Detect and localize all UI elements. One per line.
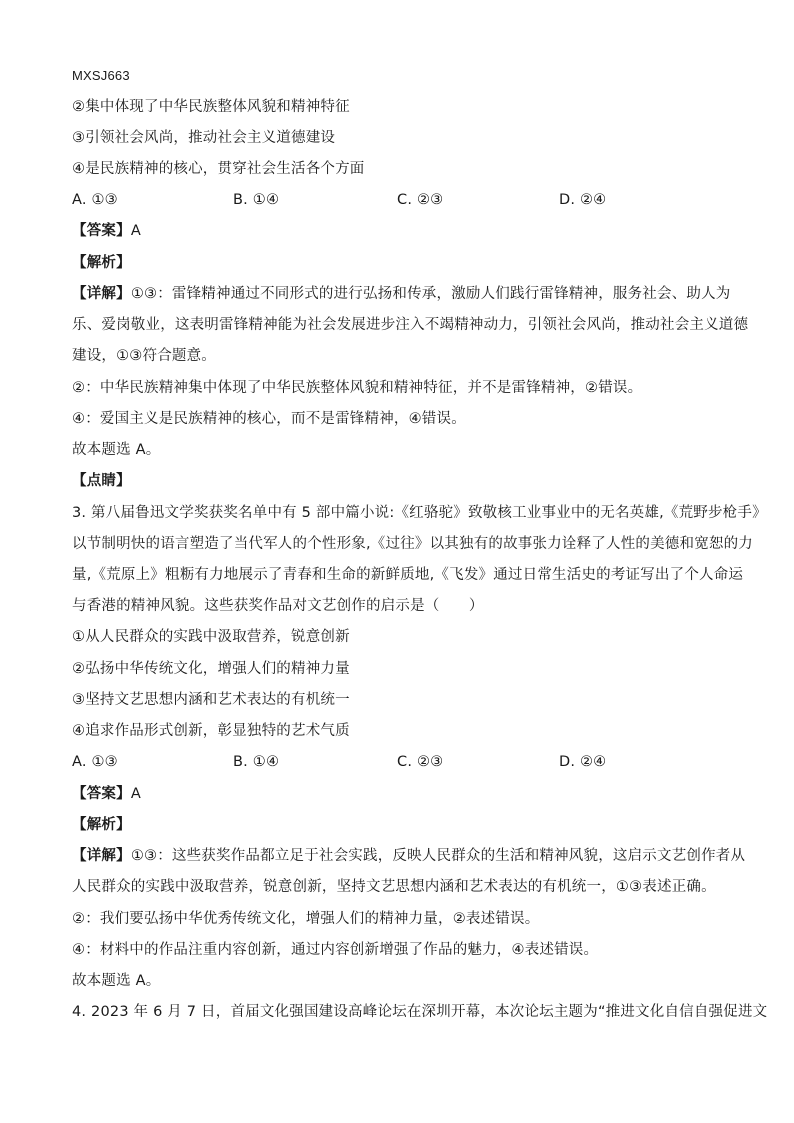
answer-value: A xyxy=(130,223,141,239)
choice-b: B. ①④ xyxy=(233,754,280,770)
q3-option-line: ③坚持文艺思想内涵和艺术表达的有机统一 xyxy=(72,692,350,708)
q2-detail-line: 【详解】①③：雷锋精神通过不同形式的进行弘扬和传承，激励人们践行雷锋精神，服务社会、助人为 xyxy=(72,286,731,302)
q3-stem-line: 以节制明快的语言塑造了当代军人的个性形象,《过往》以其独有的故事张力诠释了人性的美德和宽恕的力 xyxy=(72,536,754,552)
choice-c: C. ②③ xyxy=(397,192,444,208)
q4-stem-line: 4. 2023 年 6 月 7 日，首届文化强国建设高峰论坛在深圳开幕，本次论坛主题为“推进文化自信自强促进文 xyxy=(72,1004,768,1020)
q3-choices xyxy=(72,752,728,772)
q2-detail-line: ②：中华民族精神集中体现了中华民族整体风貌和精神特征，并不是雷锋精神，②错误。 xyxy=(72,380,643,396)
detail-tag: 【详解】 xyxy=(72,848,131,864)
choice-a: A. ①③ xyxy=(72,192,118,208)
q2-comment-tag: 【点睛】 xyxy=(72,473,131,489)
detail-tag: 【详解】 xyxy=(72,286,131,302)
choice-c: C. ②③ xyxy=(397,754,444,770)
choice-b: B. ①④ xyxy=(233,192,280,208)
q2-analysis-tag: 【解析】 xyxy=(72,255,131,271)
q2-option-line: ④是民族精神的核心，贯穿社会生活各个方面 xyxy=(72,161,365,177)
q2-option-line: ②集中体现了中华民族整体风貌和精神特征 xyxy=(72,99,350,115)
q3-analysis-tag: 【解析】 xyxy=(72,817,131,833)
answer-tag: 【答案】 xyxy=(72,786,131,802)
q2-answer xyxy=(72,221,728,241)
q2-choices xyxy=(72,190,728,210)
q2-option-line: ③引领社会风尚，推动社会主义道德建设 xyxy=(72,130,336,146)
q3-detail-line: ④：材料中的作品注重内容创新，通过内容创新增强了作品的魅力，④表述错误。 xyxy=(72,942,599,958)
q3-option-line: ②弘扬中华传统文化，增强人们的精神力量 xyxy=(72,661,350,677)
q3-stem-line: 量,《荒原上》粗粝有力地展示了青春和生命的新鲜质地,《飞发》通过日常生活史的考证写出了个人命运 xyxy=(72,567,744,583)
q3-option-line: ④追求作品形式创新，彰显独特的艺术气质 xyxy=(72,723,350,739)
q3-stem-line: 与香港的精神风貌。这些获奖作品对文艺创作的启示是（ ） xyxy=(72,598,484,614)
q3-conclusion: 故本题选 A。 xyxy=(72,973,161,989)
q3-detail-line: ②：我们要弘扬中华优秀传统文化，增强人们的精神力量，②表述错误。 xyxy=(72,911,540,927)
q2-detail-line: 建设，①③符合题意。 xyxy=(72,348,216,364)
choice-d: D. ②④ xyxy=(559,192,607,208)
q3-detail-line: 【详解】①③：这些获奖作品都立足于社会实践，反映人民群众的生活和精神风貌，这启示文艺创作者从 xyxy=(72,848,746,864)
q2-conclusion: 故本题选 A。 xyxy=(72,442,161,458)
header-code: MXSJ663 xyxy=(72,68,130,83)
answer-tag: 【答案】 xyxy=(72,223,131,239)
q3-detail-line: 人民群众的实践中汲取营养，锐意创新，坚持文艺思想内涵和艺术表达的有机统一，①③表述正确。 xyxy=(72,879,716,895)
answer-value: A xyxy=(130,786,141,802)
choice-d: D. ②④ xyxy=(559,754,607,770)
q2-detail-line: ④：爱国主义是民族精神的核心，而不是雷锋精神，④错误。 xyxy=(72,411,466,427)
choice-a: A. ①③ xyxy=(72,754,118,770)
q2-detail-line: 乐、爱岗敬业，这表明雷锋精神能为社会发展进步注入不竭精神动力，引领社会风尚，推动社会主义道德 xyxy=(72,317,749,333)
q3-option-line: ①从人民群众的实践中汲取营养，锐意创新 xyxy=(72,629,350,645)
q3-stem-line: 3. 第八届鲁迅文学奖获奖名单中有 5 部中篇小说:《红骆驼》致敬核工业事业中的无名英雄,《荒野步枪手》 xyxy=(72,505,767,521)
q3-answer xyxy=(72,784,728,804)
